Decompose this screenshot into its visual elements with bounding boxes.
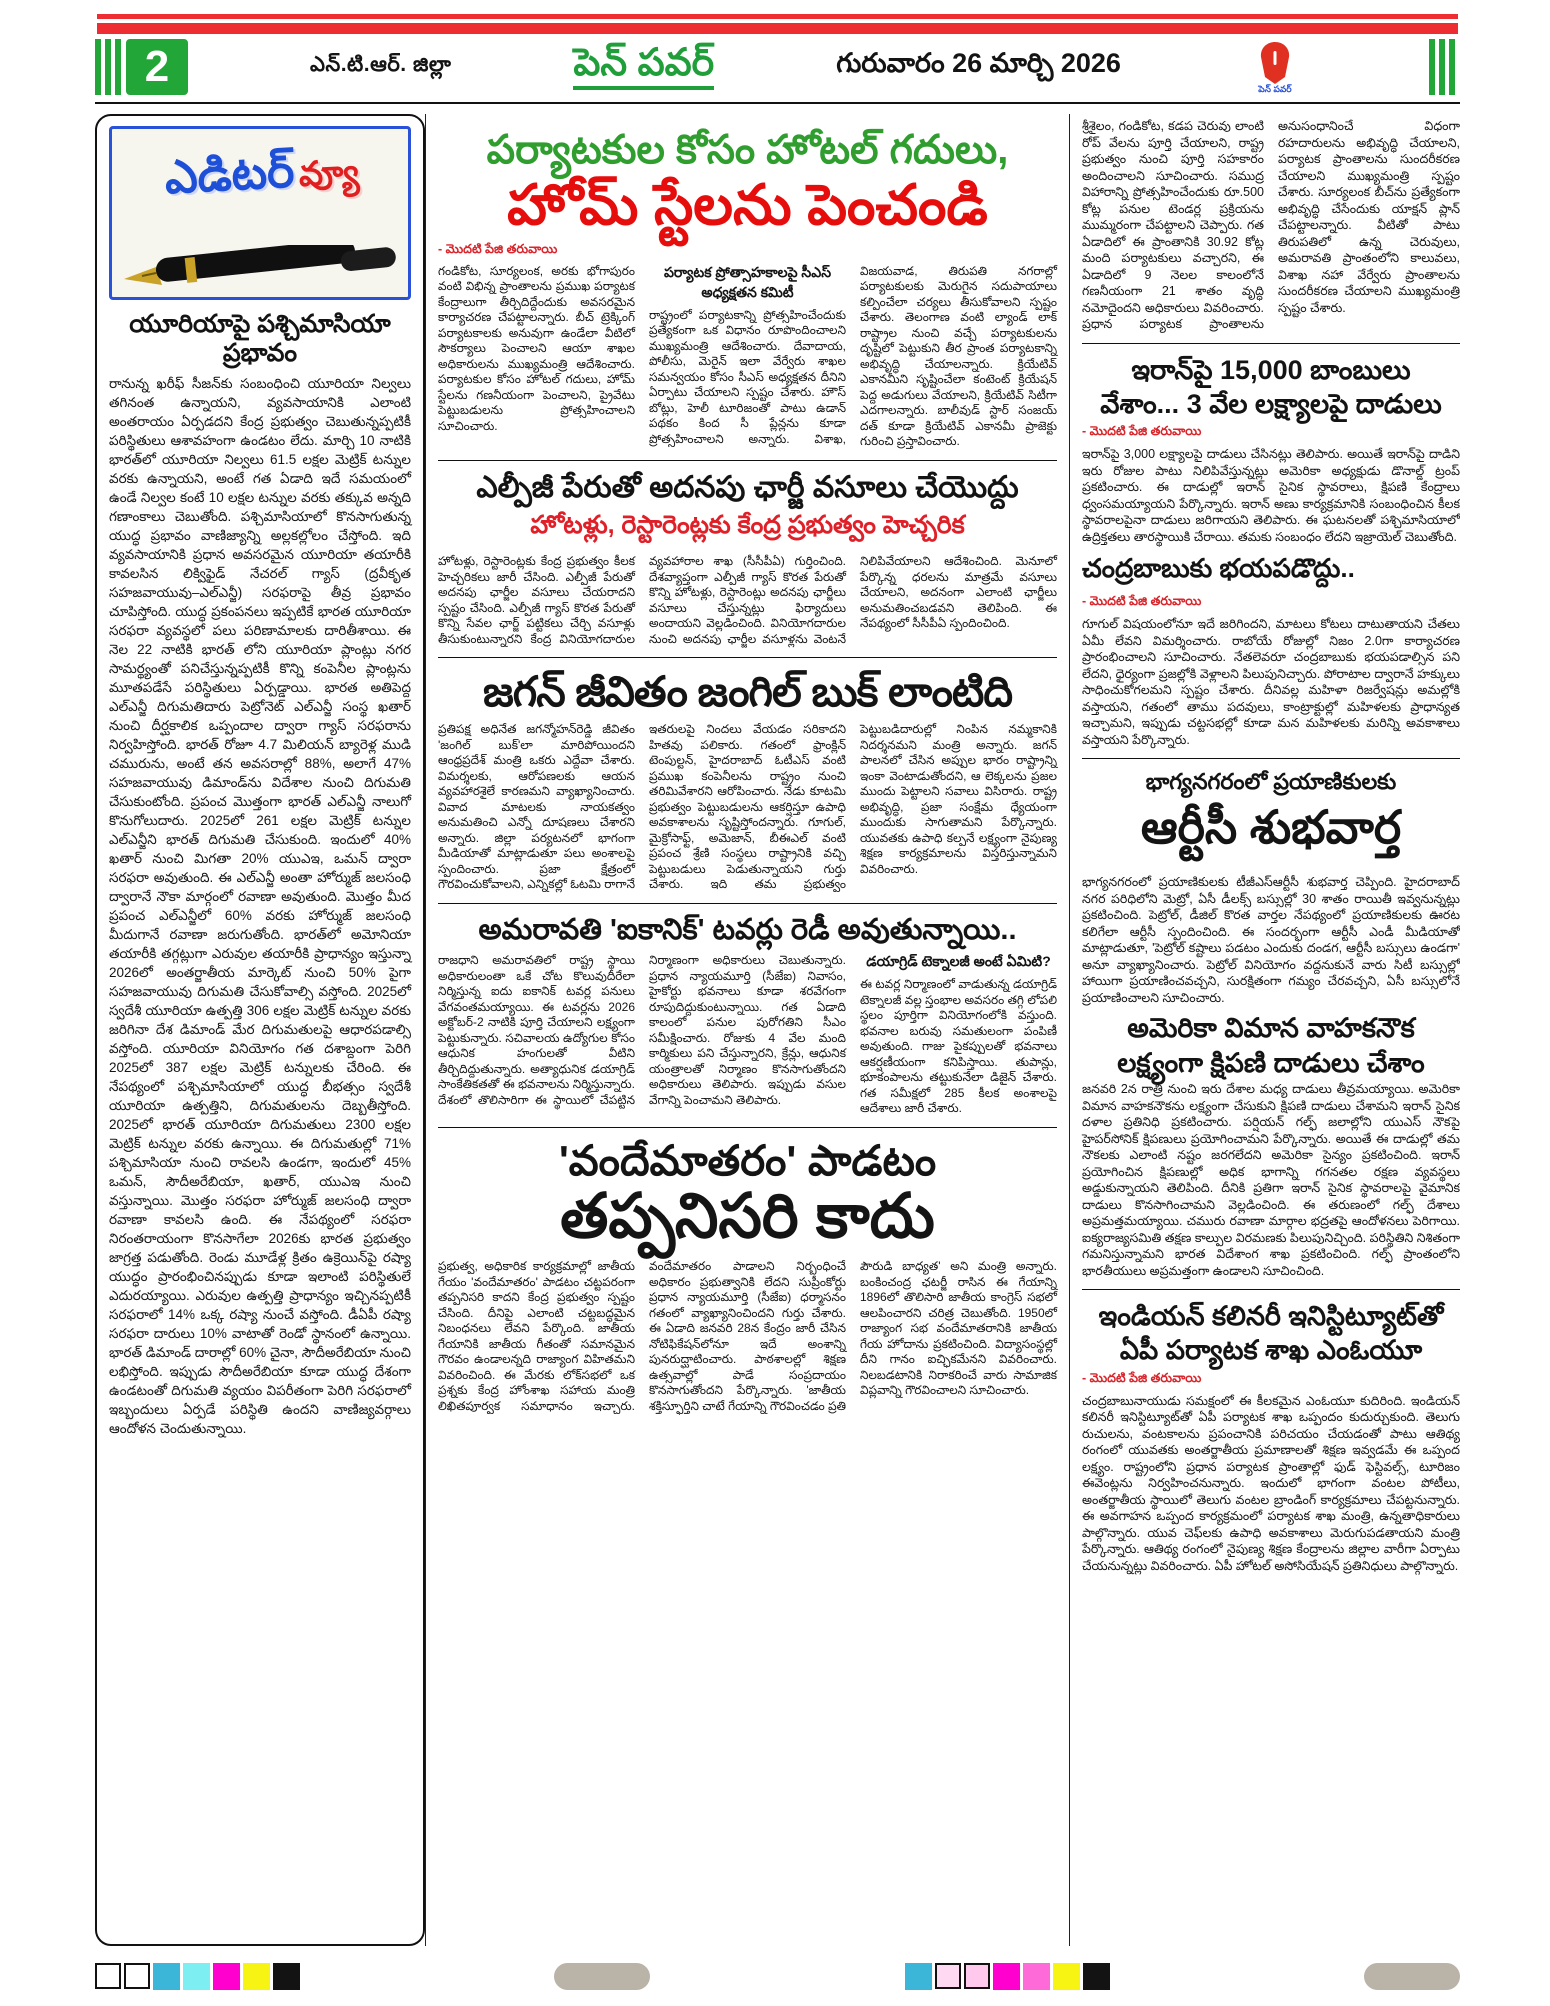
story-divider bbox=[1082, 1289, 1460, 1290]
vandemataram-headline-line1: 'వందేమాతరం' పాడటం bbox=[558, 1136, 937, 1184]
chandrababu-byline: - మొదటి పేజి తరువాయి bbox=[1082, 594, 1202, 609]
swatch bbox=[183, 1963, 210, 1990]
header-red-bars bbox=[95, 0, 1460, 34]
header-rule bbox=[95, 102, 1460, 104]
story-divider bbox=[438, 460, 1057, 461]
view-word: వ్యూ bbox=[297, 152, 360, 195]
swatch bbox=[213, 1963, 240, 1990]
edition-date: గురువారం 26 మార్చి 2026 bbox=[836, 48, 1121, 78]
page-content bbox=[95, 114, 1460, 1946]
amaravati-inline-subhead: డయాగ్రిడ్ టెక్నాలజీ అంటే ఏమిటి? bbox=[866, 953, 1051, 970]
swatch bbox=[243, 1963, 270, 1990]
calibration-pill bbox=[554, 1963, 650, 1990]
lead-inline-subhead: పర్యాటక ప్రోత్సాహకాలపై సీఎస్ అధ్యక్షతన కమిటీ bbox=[663, 263, 832, 300]
urea-article-headline: యూరియాపై పశ్చిమాసియా ప్రభావం bbox=[129, 310, 391, 367]
swatch bbox=[905, 1963, 932, 1990]
jagan-body-text: ప్రతిపక్ష అధినేత జగన్మోహన్‌రెడ్డి జీవితం 'జంగిల్ బుక్'లా మారిపోయిందని ఆంధ్రప్రదేశ్ మంత్రి ఒకరు ఎద్దేవా చేశారు. విమర్శలకు, ఆరోపణలకు ఆయన వ్యవహారశైలే కారణమని వ్యాఖ్యానించారు. వివాద మాటలకు నాయకత్వం అనుమతించి ఎన్నో దూషణలు చేశారని అన్నారు. జిల్లా పర్యటనలో భాగంగా మీడియాతో మాట్లాడుతూ పలు అంశాలపై స్పందించారు. ప్రజా క్షేత్రంలో గౌరవించుకోవాలని, ఎన్నికల్లో ఓటమి రాగానే ఇతరులపై నిందలు వేయడం సరికాదని హితవు పలికారు. గతంలో ఫ్రాంక్లిన్ టెంపుల్టన్, హైదరాబాద్ ఓటీఎస్ వంటి ప్రముఖ కంపెనీలను రాష్ట్రం నుంచి తరిమివేశారని ఆరోపించారు. నేడు కూటమి ప్రభుత్వం పెట్టుబడులను ఆకర్షిస్తూ ఉపాధి అవకాశాలను సృష్టిస్తోందన్నారు. గూగుల్, మైక్రోసాఫ్ట్, అమెజాన్, బీఈఎల్ వంటి ప్రపంచ శ్రేణి సంస్థలు రాష్ట్రానికి వచ్చి పెట్టుబడులు పెడుతున్నాయని గుర్తు చేశారు. ఇది తమ ప్రభుత్వం పెట్టుబడిదారుల్లో నింపిన నమ్మకానికి నిదర్శనమని మంత్రి అన్నారు. జగన్ పాలనలో చేసిన అప్పుల భారం రాష్ట్రాన్ని ఇంకా వెంటాడుతోందని, ఆ లెక్కలను ప్రజల ముందు పెట్టాలని సవాలు విసిరారు. రాష్ట్ర అభివృద్ధి, ప్రజా సంక్షేమ ధ్యేయంగా ముందుకు సాగుతామని పేర్కొన్నారు. యువతకు ఉపాధి కల్పనే లక్ష్యంగా నైపుణ్య శిక్షణ కార్యక్రమాలను విస్తరిస్తున్నామని వివరించారు. bbox=[438, 722, 1057, 892]
story-divider bbox=[438, 1127, 1057, 1128]
amaravati-body-part1: రాజధాని అమరావతిలో రాష్ట్ర స్థాయి అధికారులంతా ఒకే చోట కొలువుదీరేలా నిర్మిస్తున్న ఐదు ఐకానిక్ టవర్ల పనులు వేగవంతమయ్యాయి. ఈ టవర్లను 2026 అక్టోబర్-2 నాటికి పూర్తి చేయాలని లక్ష్యంగా పెట్టుకున్నారు. సచివాలయ ఉద్యోగుల కోసం ఆధునిక హంగులతో వీటిని తీర్చిదిద్దుతున్నారు. అత్యాధునిక డయాగ్రిడ్ సాంకేతికతతో ఈ భవనాలను నిర్మిస్తున్నారు. దేశంలో తొలిసారిగా ఈ స్థాయిలో చేపట్టిన నిర్మాణంగా అధికారులు చెబుతున్నారు. ప్రధాన న్యాయమూర్తి (సీజేఐ) నివాసం, హైకోర్టు భవనాలు కూడా శరవేగంగా రూపుదిద్దుకుంటున్నాయి. గత ఏడాది కాలంలో పనుల పురోగతిని సీఎం సమీక్షించారు. రోజుకు 4 వేల మంది కార్మికులు పని చేస్తున్నారని, క్రేన్లు, ఆధునిక యంత్రాలతో నిర్మాణం కొనసాగుతోందని అధికారులు తెలిపారు. ఇప్పుడు వసుల వేగాన్ని పెంచామని తెలిపారు. bbox=[438, 953, 846, 1107]
lead-headline-line1: పర్యాటకుల కోసం హోటల్ గదులు, bbox=[486, 128, 1009, 172]
lead-body-part1: గండికోట, సూర్యలంక, అరకు భోగాపురం వంటి విభిన్న ప్రాంతాలను ప్రముఖ పర్యాటక కేంద్రాలుగా తీర్చిదిద్దేందుకు అవసరమైన కార్యాచరణ చేపట్టాలన్నారు. బీచ్ ట్రెక్కింగ్ పర్యాటకాలకు అనువుగా ఉండేలా వీటిలో సౌకర్యాలు పెంచాలని ఆయా శాఖల అధికారులను ముఖ్యమంత్రి ఆదేశించారు. పర్యాటకుల కోసం హోటల్ గదులు, హోమ్ స్టేలను గణనీయంగా పెంచాలని, ప్రైవేటు పెట్టుబడులను ప్రోత్సహించాలని సూచించారు. bbox=[438, 263, 635, 433]
editor-view-title bbox=[122, 138, 401, 218]
america-headline-line1: అమెరికా విమాన వాహకనౌక bbox=[1127, 1013, 1415, 1044]
page-number-badge: 2 bbox=[126, 39, 188, 95]
lead-body-right-text: శ్రీశైలం, గండికోట, కడప చెరువు లాంటి రోప్ వేలను పూర్తి చేయాలని, రాష్ట్ర ప్రభుత్వం నుంచి పూర్తి సహకారం అందించాలని సూచించారు. సముద్ర విహారాన్ని ప్రోత్సహించేందుకు రూ.500 కోట్ల పనుల టెండర్ల ప్రక్రియను ముమ్మరంగా చేపట్టాలని చెప్పారు. గత ఏడాదిలో ఈ ప్రాంతానికి 30.92 కోట్ల మంది పర్యాటకులు వచ్చారని, ఈ ఏడాదిలో 9 నెలల కాలంలోనే గణనీయంగా 21 శాతం వృద్ధి నమోదైందని అధికారులు వివరించారు. ప్రధాన పర్యాటక ప్రాంతాలను అనుసంధానించే విధంగా రహదారులను అభివృద్ధి చేయాలని, పర్యాటక ప్రాంతాలను సుందరీకరణ చేయాలని ముఖ్యమంత్రి స్పష్టం చేశారు. సూర్యలంక బీచ్‌ను ప్రత్యేకంగా అభివృద్ధి చేసేందుకు యాక్షన్ ప్లాన్ చేపట్టాలన్నారు. వీటితో పాటు తిరుపతిలో ఉన్న చెరువులు, అమరావతి ప్రాంతంలోని కాలువలు, విశాఖ నహా వేర్వేరు ప్రాంతాలను సుందరీకరణ చేయాలని ముఖ్యమంత్రి స్పష్టం చేశారు. bbox=[1082, 119, 1460, 331]
culinary-byline: - మొదటి పేజి తరువాయి bbox=[1082, 1370, 1202, 1385]
masthead-title: పెన్ పవర్ bbox=[573, 44, 714, 90]
print-calibration-strip bbox=[95, 1962, 1460, 1990]
newspaper-logo bbox=[1243, 41, 1307, 94]
page-number-corner bbox=[95, 39, 188, 95]
jagan-headline: జగన్ జీవితం జంగిల్ బుక్ లాంటిది bbox=[483, 668, 1012, 716]
rtc-kicker: భాగ్యనగరంలో ప్రయాణికులకు bbox=[1145, 769, 1397, 795]
swatch bbox=[1053, 1963, 1080, 1990]
iran-headline-line2: వేశాం... 3 వేల లక్ష్యాలపై దాడులు bbox=[1100, 388, 1442, 419]
corner-stripes-left-icon bbox=[95, 39, 121, 95]
editor-view-graphic bbox=[109, 126, 411, 300]
center-column bbox=[425, 114, 1070, 1946]
story-divider bbox=[1082, 343, 1460, 344]
corner-right bbox=[1429, 39, 1460, 95]
lpg-headline: ఎల్పీజీ పేరుతో అదనపు ఛార్జీ వసూలు చేయొద్దు bbox=[476, 470, 1019, 504]
swatch bbox=[1023, 1963, 1050, 1990]
editor-word: ఎడిటర్ bbox=[163, 144, 296, 204]
iran-byline: - మొదటి పేజి తరువాయి bbox=[1082, 424, 1202, 439]
lpg-body bbox=[438, 554, 1057, 647]
swatch bbox=[124, 1963, 150, 1989]
amaravati-headline: అమరావతి 'ఐకానిక్' టవర్లు రెడీ అవుతున్నాయి.. bbox=[478, 913, 1017, 946]
america-body-text: జనవరి 2న రాత్రి నుంచి ఇరు దేశాల మధ్య దాడులు తీవ్రమయ్యాయి. అమెరికా విమాన వాహకనౌకను లక్ష్యంగా చేసుకుని క్షిపణి దాడులు చేశామని ఇరాన్ సైనిక దళాల ప్రతినిధి ప్రకటించారు. పర్షియన్ గల్ఫ్ జలాల్లోని యుఎస్ నౌకపై హైపర్‌సోనిక్ క్షిపణులు ప్రయోగించామని పేర్కొన్నారు. అయితే ఈ దాడుల్లో తమ నౌకలకు ఎలాంటి నష్టం జరగలేదని అమెరికా సైన్యం ప్రకటించింది. ఇరాన్ ప్రయోగించిన క్షిపణుల్లో అధిక భాగాన్ని గగనతల రక్షణ వ్యవస్థలు అడ్డుకున్నాయని తెలిపింది. దీనికి ప్రతిగా ఇరాన్ సైనిక స్థావరాలపై వైమానిక దాడులు కొనసాగించామని వెల్లడించింది. ఈ తరుణంలో గల్ఫ్ దేశాలు అప్రమత్తమయ్యాయి. చమురు రవాణా మార్గాల భద్రతపై ఆందోళనలు పెరిగాయి. ఐక్యరాజ్యసమితి తక్షణ కాల్పుల విరమణకు పిలుపునిచ్చింది. పరిస్థితిని నిశితంగా గమనిస్తున్నామని భారత విదేశాంగ శాఖ ప్రకటించింది. గల్ఫ్ ప్రాంతంలోని భారతీయులు అప్రమత్తంగా ఉండాలని సూచించింది. bbox=[1082, 1082, 1460, 1278]
story-divider bbox=[1082, 758, 1460, 759]
corner-stripes-right-icon bbox=[1429, 39, 1455, 95]
lpg-subhead: హోటళ్లు, రెస్టారెంట్లకు కేంద్ర ప్రభుత్వం హెచ్చరిక bbox=[530, 511, 965, 540]
red-bar-thin bbox=[97, 14, 1458, 19]
culinary-headline-line1: ఇండియన్ కలినరీ ఇనిస్టిట్యూట్‌తో bbox=[1098, 1301, 1444, 1332]
fountain-pen-icon bbox=[116, 245, 406, 293]
lead-body-part2: రాష్ట్రంలో పర్యాటకాన్ని ప్రోత్సహించేందుకు ప్రత్యేకంగా ఒక విధానం రూపొందించాలని ముఖ్యమంత్రి ఆదేశించారు. దేవాదాయ, పోలీసు, మెరైన్ ఇలా వేర్వేరు శాఖల సమన్వయం కోసం సీఎస్ అధ్యక్షతన దీనిని ఏర్పాటు చేయాలని స్పష్టం చేశారు. హౌస్ బోట్లు, హెలీ టూరిజంతో పాటు ఉడాన్ పథకం కింద సీ ప్లేన్లను కూడా ప్రోత్సహించాలని అన్నారు. విశాఖ, విజయవాడ, తిరుపతి నగరాల్లో పర్యాటకులకు మెరుగైన సదుపాయాలు కల్పించేలా చర్యలు తీసుకోవాలని స్పష్టం చేశారు. తెలంగాణ వంటి ల్యాండ్ లాక్ రాష్ట్రాల నుంచి వచ్చే పర్యాటకులను దృష్టిలో పెట్టుకుని తీర ప్రాంత పర్యాటకాన్ని అభివృద్ధి చేయాలన్నారు. క్రియేటివ్ ఎకానమీని సృష్టించేలా కంటెంట్ క్రియేషన్ పెద్ద అడుగులు వేయాలని, క్రియేటివ్ సిటీగా ఎదగాలన్నారు. బాలీవుడ్ స్టార్ సంజయ్ దత్ కూడా క్రియేటివ్ ఎకానమీ ప్రాజెక్టు గురించి ప్రస్తావించారు. bbox=[649, 263, 1057, 449]
pen-nib-logo-icon bbox=[1255, 41, 1295, 85]
culinary-headline-line2: ఏపీ పర్యాటక శాఖ ఎంఓయూ bbox=[1119, 1335, 1423, 1366]
iran-body-text: ఇరాన్‌పై 3,000 లక్ష్యాలపై దాడులు చేసినట్లు తెలిపారు. అయితే ఇరాన్‌పై దాడిని ఇరు రోజుల పాటు నిలిపివేస్తున్నట్లు అమెరికా అధ్యక్షుడు డొనాల్డ్ ట్రంప్ ప్రకటించారు. ఈ దాడుల్లో ఇరాన్ సైనిక స్థావరాలు, క్షిపణి కేంద్రాలు ధ్వంసమయ్యాయని పేర్కొన్నారు. ఇరాన్ అణు కార్యక్రమానికి సంబంధించిన కీలక స్థావరాలపైనా దాడులు జరిగాయని తెలిపారు. ఈ ఘటనలతో పశ్చిమాసియాలో ఉద్రిక్తతలు తారస్థాయికి చేరాయి. తమకు సంబంధం లేదని ఇజ్రాయెల్ చెబుతోంది. bbox=[1082, 447, 1460, 544]
vandemataram-body bbox=[438, 1259, 1057, 1414]
rtc-headline: ఆర్టీసీ శుభవార్త bbox=[1140, 801, 1402, 854]
district-name: ఎన్.టి.ఆర్. జిల్లా bbox=[310, 52, 452, 76]
logo-caption: పెన్ పవర్ bbox=[1258, 83, 1292, 94]
jagan-body bbox=[438, 722, 1057, 893]
chandrababu-headline: చంద్రబాబుకు భయపడొద్దు.. bbox=[1082, 553, 1355, 584]
lpg-body-text: హోటళ్లు, రెస్టారెంట్లకు కేంద్ర ప్రభుత్వం కీలక హెచ్చరికలు జారీ చేసింది. ఎల్పీజీ పేరుతో అదనపు ఛార్జీల వసూలు చేయరాదని స్పష్టం చేసింది. ఎల్పీజీ గ్యాస్ కొరత పేరుతో కొన్ని సేవల ఛార్జ్ పట్టికలు చేర్చి వసూళ్లు తీసుకుంటున్నారని కేంద్ర వినియోగదారుల వ్యవహారాల శాఖ (సీసీపీఏ) గుర్తించింది. దేశవ్యాప్తంగా ఎల్పీజీ గ్యాస్ కొరత పేరుతో కొన్ని హోటళ్లు, రెస్టారెంట్లు అదనపు ఛార్జీలు వసూలు చేస్తున్నట్లు ఫిర్యాదులు అందాయని వెల్లడించింది. వినియోగదారుల నుంచి అదనపు ఛార్జీల వసూళ్లను వెంటనే నిలిపివేయాలని ఆదేశించింది. మెనూలో పేర్కొన్న ధరలను మాత్రమే వసూలు చేయాలని, అదనంగా ఎలాంటి ఛార్జీలు అనుమతించబడవని తెలిపింది. ఈ నేపథ్యంలో సీసీపీఏ స్పందించింది. bbox=[438, 554, 1057, 646]
lead-body-continued bbox=[1082, 118, 1460, 333]
swatch bbox=[935, 1963, 961, 1989]
swatch bbox=[1083, 1963, 1110, 1990]
amaravati-body bbox=[438, 953, 1057, 1117]
amaravati-body-part2: ఈ టవర్ల నిర్మాణంలో వాడుతున్న డయాగ్రిడ్ టెక్నాలజీ వల్ల స్తంభాల అవసరం తగ్గి లోపలి స్థలం పూర్తిగా వినియోగంలోకి వస్తుంది. భవనాల బరువు సమతులంగా పంపిణీ అవుతుంది. గాజు పైకప్పులతో భవనాలు ఆకర్షణీయంగా కనిపిస్తాయి. తుపాన్లు, భూకంపాలను తట్టుకునేలా డిజైన్ చేశారు. గత సమీక్షలో 285 కీలక అంశాలపై ఆదేశాలు జారీ చేశారు. bbox=[860, 977, 1057, 1116]
masthead-row bbox=[95, 36, 1460, 98]
swatch bbox=[153, 1963, 180, 1990]
calibration-swatches-right bbox=[905, 1963, 1110, 1990]
america-headline-line2: లక్ష్యంగా క్షిపణి దాడులు చేశాం bbox=[1117, 1047, 1425, 1078]
calibration-pill bbox=[1364, 1963, 1460, 1990]
lead-body bbox=[438, 264, 1057, 450]
red-bar-thick bbox=[97, 23, 1458, 34]
culinary-body-text: చంద్రబాబునాయుడు సమక్షంలో ఈ కీలకమైన ఎంఓయూ కుదిరింది. ఇండియన్ కలినరీ ఇనిస్టిట్యూట్‌తో ఏపీ పర్యాటక శాఖ ఒప్పందం కుదుర్చుకుంది. తెలుగు రుచులను, వంటకాలను ప్రపంచానికి పరిచయం చేయడంతో పాటు ఆతిథ్య రంగంలో యువతకు అంతర్జాతీయ ప్రమాణాలతో శిక్షణ ఇవ్వడమే ఈ ఒప్పంద లక్ష్యం. రాష్ట్రంలోని ప్రధాన పర్యాటక ప్రాంతాల్లో ఫుడ్ ఫెస్టివల్స్, టూరిజం ఈవెంట్లను నిర్వహించనున్నారు. ఇందులో భాగంగా వంటల పోటీలు, అంతర్జాతీయ స్థాయిలో తెలుగు వంటల బ్రాండింగ్ కార్యక్రమాలు చేపట్టనున్నారు. ఈ అవగాహన ఒప్పంద కార్యక్రమంలో పర్యాటక శాఖ మంత్రి, ఉన్నతాధికారులు పాల్గొన్నారు. యువ చెఫ్‌లకు ఉపాధి అవకాశాలు మెరుగుపడతాయని మంత్రి పేర్కొన్నారు. ఆతిథ్య రంగంలో నైపుణ్య శిక్షణ కేంద్రాలను జిల్లాల వారీగా ఏర్పాటు చేయనున్నట్లు వివరించారు. ఏపీ హోటల్ అసోసియేషన్ ప్రతినిధులు పాల్గొన్నారు. bbox=[1082, 1393, 1460, 1573]
editor-view-column bbox=[95, 114, 425, 1946]
lead-byline: - మొదటి పేజి తరువాయి bbox=[438, 241, 558, 256]
vandemataram-body-text: ప్రభుత్వ, అధికారిక కార్యక్రమాల్లో జాతీయ గేయం 'వందేమాతరం' పాడటం చట్టపరంగా తప్పనిసరి కాదని కేంద్ర ప్రభుత్వం స్పష్టం చేసింది. దీనిపై ఎలాంటి చట్టబద్ధమైన నిబంధనలు లేవని పేర్కొంది. జాతీయ గేయానికి జాతీయ గీతంతో సమానమైన గౌరవం ఉండాలన్నది రాజ్యాంగ విహితమని వివరించింది. ఈ మేరకు లోక్‌సభలో ఒక ప్రశ్నకు కేంద్ర హోంశాఖ సహాయ మంత్రి లిఖితపూర్వక సమాధానం ఇచ్చారు. వందేమాతరం పాడాలని నిర్బంధించే అధికారం ప్రభుత్వానికి లేదని సుప్రీంకోర్టు ప్రధాన న్యాయమూర్తి (సీజేఐ) ధర్మాసనం గతంలో వ్యాఖ్యానించిందని గుర్తు చేశారు. ఈ ఏడాది జనవరి 28న కేంద్రం జారీ చేసిన నోటిఫికేషన్‌లోనూ ఇదే అంశాన్ని పునరుద్ఘాటించారు. పాఠశాలల్లో శిక్షణ ఉత్సవాల్లో పాడే సంప్రదాయం కొనసాగుతోందని పేర్కొన్నారు. 'జాతీయ శక్తిస్ఫూర్తిని చాటే గేయాన్ని గౌరవించడం ప్రతి పౌరుడి బాధ్యత' అని మంత్రి అన్నారు. బంకించంద్ర ఛటర్జీ రాసిన ఈ గేయాన్ని 1896లో తొలిసారి జాతీయ కాంగ్రెస్ సభలో ఆలపించారని చరిత్ర చెబుతోంది. 1950లో రాజ్యాంగ సభ వందేమాతరానికి జాతీయ గేయ హోదాను ప్రకటించింది. విద్యాసంస్థల్లో దీని గానం ఐచ్ఛికమేనని వివరించారు. నిలబడటానికి నిరాకరించే వారు సామాజిక విప్లవాన్ని గౌరవించాలని సూచించారు. bbox=[438, 1259, 1057, 1413]
swatch bbox=[95, 1963, 121, 1989]
urea-article-body: రానున్న ఖరీఫ్ సీజన్‌కు సంబంధించి యూరియా నిల్వలు తగినంత ఉన్నాయని, వ్యవసాయానికి ఎలాంటి అంతరాయం ఏర్పడదని కేంద్ర ప్రభుత్వం చెబుతున్నప్పటికీ పరిస్థితులు ఆశావహంగా ఉండటం లేదు. మార్చి 10 నాటికి భారత్‌లో యూరియా నిల్వలు 61.5 లక్షల మెట్రిక్ టన్నుల వరకు ఉన్నాయని, అంటే గత ఏడాది ఇదే సమయంలో ఉండే నిల్వల కంటే 10 లక్షల టన్నుల వరకు తక్కువ అన్నది గణాంకాలు చెబుతోంది. పశ్చిమాసియాలో కొనసాగుతున్న యుద్ధ ప్రభావం వాణిజ్యాన్ని అల్లకల్లోలం చేస్తోంది. ఇది వ్యవసాయానికి ప్రధాన అవసరమైన యూరియా తయారీకి కావలసిన లిక్విఫైడ్ నేచరల్ గ్యాస్ (ద్రవీకృత సహజవాయువు–ఎల్ఎన్జీ) సరఫరాపై తీవ్ర ప్రభావం చూపిస్తోంది. యుద్ధ ప్రకంపనలు ఇప్పటికే భారత యూరియా సరఫరా వ్యవస్థలో పలు పరిణామాలకు దారితీశాయి. ఈ నెల 22 నాటికి భారత్ లోని యూరియా ప్లాంట్లు నగర సామర్థ్యంతో పనిచేస్తున్నప్పటికీ కొన్ని కంపెనీల ప్లాంట్లను మూతపడేసే పరిస్థితులు ఏర్పడ్డాయి. భారత అతిపెద్ద ఎల్ఎన్జీ దిగుమతిదారు పెట్రోనెట్ ఎల్ఎన్జీ సంస్థ ఖతార్ నుంచి దీర్ఘకాలిక ఒప్పందాల ద్వారా గ్యాస్ సరఫరాను నిర్వహిస్తోంది. భారత్ రోజూ 4.7 మిలియన్ బ్యారెళ్ల ముడి చమురును, అంటే తన అవసరాల్లో 88%, అలాగే 47% సహజవాయువు డిమాండ్‌ను విదేశాల నుంచి దిగుమతి చేసుకుంటోంది. ప్రపంచ మొత్తంగా భారత్ ఎల్ఎన్జీ నాలుగో కొనుగోలుదారు. 2025లో 261 లక్షల మెట్రిక్ టన్నుల ఎల్ఎన్జీని భారత్ దిగుమతి చేసుకుంది. ఇందులో 40% ఖతార్ నుంచి మిగతా 20% యుఎఇ, ఒమన్ ద్వారా సరఫరా అవుతుంది. ఈ ఎల్ఎన్జీ అంతా హోర్ముజ్ జలసంధి ద్వారానే నౌకా మార్గంలో రవాణా అవుతుంది. మొత్తం మీద ప్రపంచ ఎల్ఎన్జీలో 60% వరకు హోర్ముజ్ జలసంధి మీదుగానే రవాణా జరుగుతోంది. భారత్‌లో అమోనియా తయారీకి తగ్గట్లుగా ఎరువుల తయారీకి ప్రాధాన్యం ఇస్తున్నా 2026లో అంతర్జాతీయ మార్కెట్ నుంచి 50% పైగా సహజవాయువు దిగుమతి చేసుకోవాల్సి వస్తోంది. 2025లో స్వదేశీ యూరియా ఉత్పత్తి 306 లక్షల మెట్రిక్ టన్నుల వరకు జరిగినా దేశ డిమాండ్ మేర దిగుమతులపై ఆధారపడాల్సి వస్తోంది. యూరియా వినియోగం గత దశాబ్దంగా పెరిగి 2025లో 387 లక్షల మెట్రిక్ టన్నులకు చేరింది. ఈ నేపథ్యంలో పశ్చిమాసియాలో యుద్ధ బీభత్సం స్వదేశీ యూరియా ఉత్పత్తిని, దిగుమతులను దెబ్బతీస్తోంది. 2025లో భారత్ యూరియా దిగుమతులు 2300 లక్షల మెట్రిక్ టన్నుల వరకు ఉన్నాయి. ఈ దిగుమతుల్లో 71% పశ్చిమాసియా నుంచి రావలసి ఉండగా, ఇందులో 45% ఒమన్, సౌదీఅరేబియా, ఖతార్, యుఎఇ నుంచి వస్తున్నాయి. మొత్తం సరఫరా హోర్ముజ్ జలసంధి ద్వారా రవాణా కావలసి ఉంది. ఈ నేపథ్యంలో సరఫరా నిరంతరాయంగా కొనసాగేలా 2026కు భారత ప్రభుత్వం జాగ్రత్త పడుతోంది. రెండు మూడేళ్ల క్రితం ఉక్రెయిన్‌పై రష్యా యుద్ధం ప్రారంభించినప్పుడు కూడా ఇలాంటి పరిస్థితులే ఎదురయ్యాయి. ఎరువుల ఉత్పత్తి ప్రాధాన్యం ఇచ్చినప్పటికీ సరఫరాలో 14% ఒక్క రష్యా నుంచే వస్తోంది. డీఏపీ రష్యా సరఫరా దారులు 10% వాటాతో రెండో స్థానంలో ఉన్నాయి. భారత్ డిమాండ్ దారాల్లో 60% చైనా, సౌదీఅరేబియా నుంచి లభిస్తోంది. ఇప్పుడు సౌదీఅరేబియా కూడా యుద్ధ దేశంగా ఉండటంతో దిగుమతి వ్యయం విపరీతంగా పెరిగి సరఫరాలో ఇబ్బందులు ఏర్పడే పరిస్థితి ఉందని వాణిజ్యవర్గాలు ఆందోళన చెందుతున్నాయి. bbox=[109, 375, 411, 1436]
story-divider bbox=[438, 657, 1057, 658]
swatch bbox=[273, 1963, 300, 1990]
story-divider bbox=[438, 903, 1057, 904]
swatch bbox=[993, 1963, 1020, 1990]
swatch bbox=[964, 1963, 990, 1989]
lead-headline-line2: హోమ్ స్టేలను పెంచండి bbox=[507, 173, 988, 236]
vandemataram-headline-line2: తప్పనిసరి కాదు bbox=[560, 1181, 935, 1251]
iran-headline-line1: ఇరాన్‌పై 15,000 బాంబులు bbox=[1131, 354, 1411, 385]
rtc-body-text: భాగ్యనగరంలో ప్రయాణికులకు టీజీఎస్ఆర్టీసీ శుభవార్త చెప్పింది. హైదరాబాద్ నగర పరిధిలోని మెట్రో, ఏసీ డీలక్స్ బస్సుల్లో 30 శాతం రాయితీ ఇవ్వనున్నట్లు ప్రకటించింది. పెట్రోల్, డీజిల్ కొరత వార్తల నేపథ్యంలో ప్రయాణికులకు ఊరట కలిగేలా ఆర్టీసీ స్పందించింది. ఈ సందర్భంగా ఆర్టీసీ ఎండీ మీడియాతో మాట్లాడుతూ, 'పెట్రోల్ కష్టాలు పడటం ఎందుకు దండగ, ఆర్టీసీ బస్సులు ఉండగా' అనూ వ్యాఖ్యానించారు. పెట్రోల్ వినియోగం వద్దనుకునే వారు సిటీ బస్సుల్లో హాయిగా ప్రయాణించవచ్చని, సురక్షితంగా గమ్యం చేరవచ్చని, ఏసీ బస్సులోనే ప్రయాణించాలని సూచించారు. bbox=[1082, 875, 1460, 1005]
calibration-swatches-left bbox=[95, 1963, 300, 1990]
chandrababu-body-text: గూగుల్ విషయంలోనూ ఇదే జరిగిందని, మాటలు కోటలు దాటుతాయని చేతలు ఏమీ లేవని విమర్శించారు. రాబోయే రోజుల్లో నిజం 2.0గా కార్యాచరణ ప్రారంభించాలని సూచించారు. నేతలెవరూ చంద్రబాబుకు భయపడాల్సిన పని లేదని, ధైర్యంగా ప్రజల్లోకి వెళ్లాలని పిలుపునిచ్చారు. పోరాటాల ద్వారానే హక్కులు సాధించుకోగలమని స్పష్టం చేశారు. దీనివల్ల మహిళా రిజర్వేషన్లు అమల్లోకి వస్తాయని, గతంలో తాము పదవులు, కాంట్రాక్టుల్లో మహిళలకు ప్రాధాన్యత ఇచ్చామని, ఇప్పుడు చట్టసభల్లో కూడా మన మహిళలకు మరిన్ని అవకాశాలు వస్తాయని పేర్కొన్నారు. bbox=[1082, 617, 1460, 747]
right-column bbox=[1070, 114, 1460, 1946]
